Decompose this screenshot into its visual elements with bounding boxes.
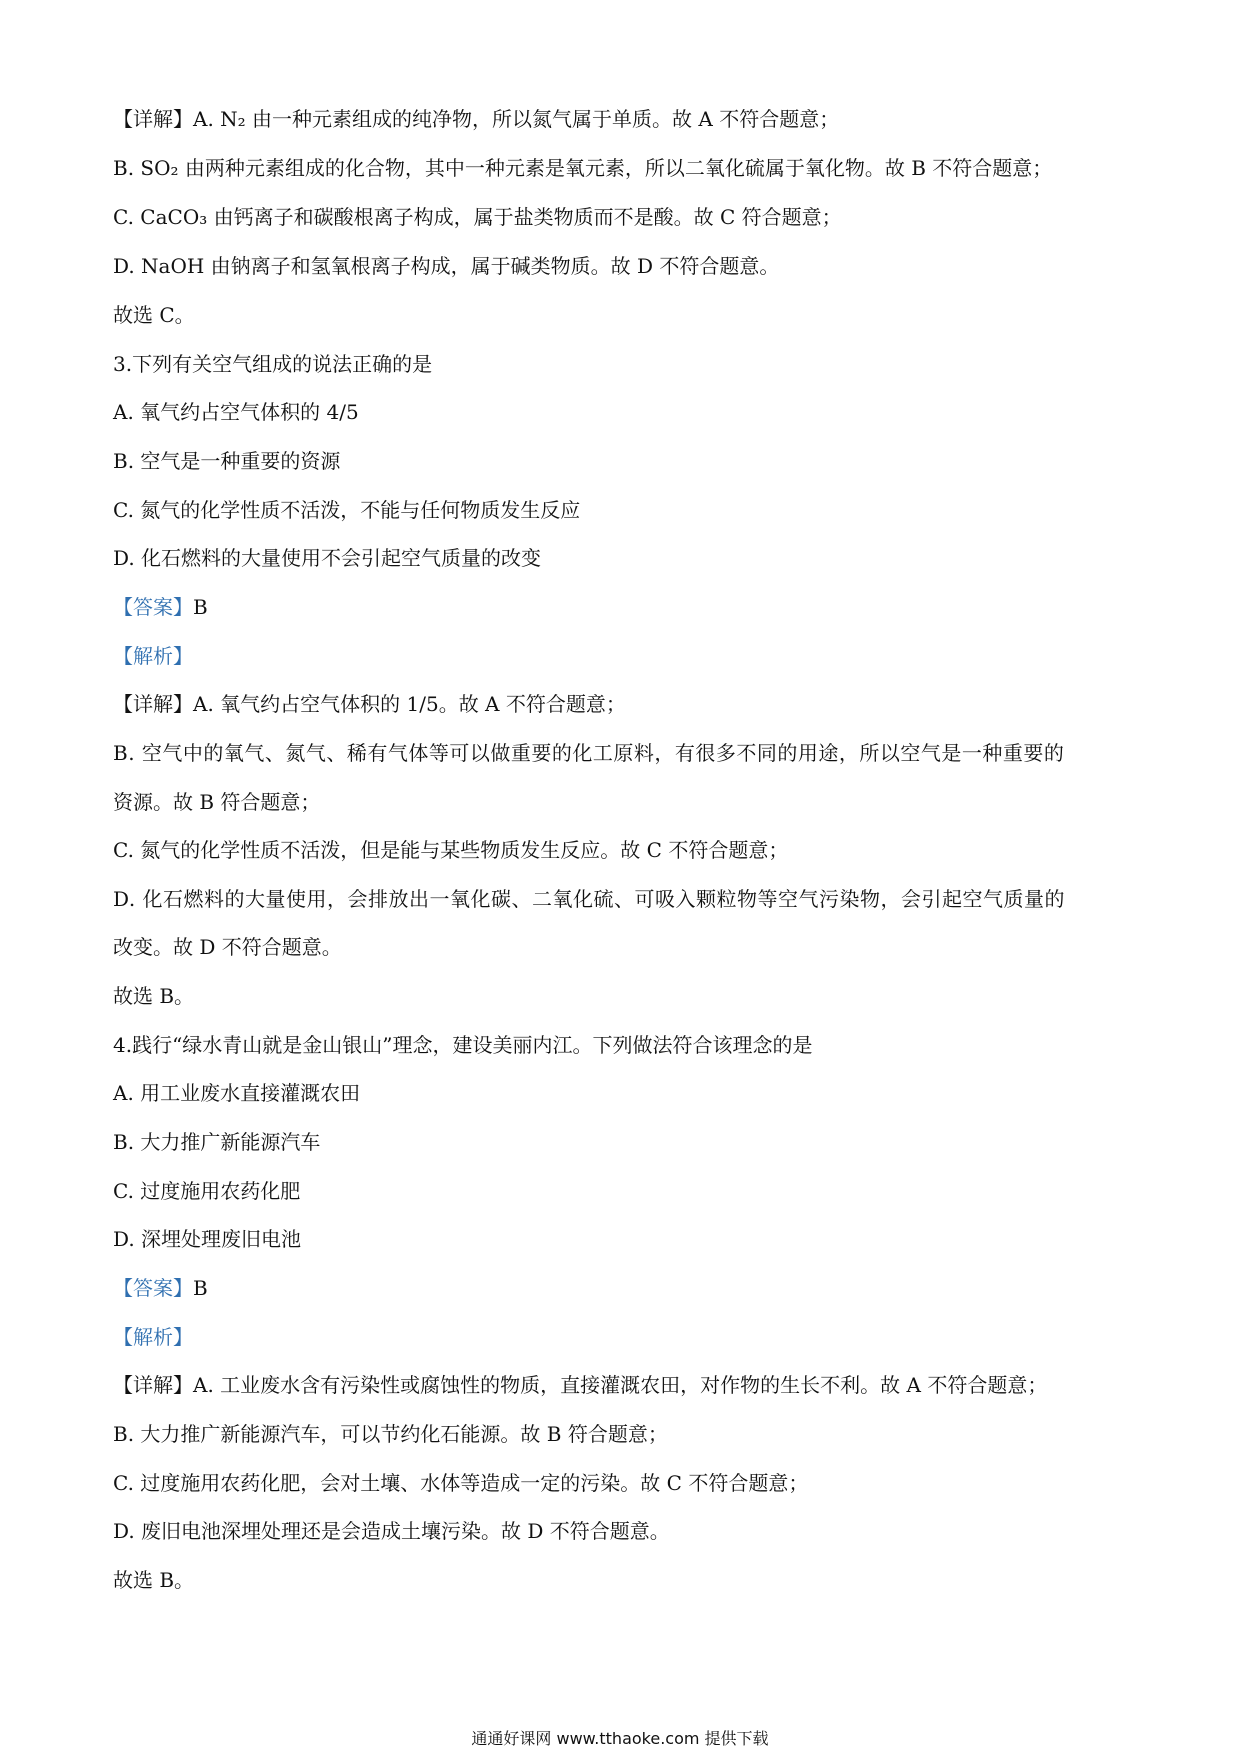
option-a: A. 用工业废水直接灌溉农田 — [113, 1081, 361, 1105]
text-line: B. SO₂ 由两种元素组成的化合物，其中一种元素是氧元素，所以二氧化硫属于氧化物。故 B 不符合题意； — [113, 156, 1053, 180]
text-line: B. 大力推广新能源汽车，可以节约化石能源。故 B 符合题意； — [113, 1422, 668, 1446]
option-a: A. 氧气约占空气体积的 4/5 — [113, 400, 359, 424]
page-footer: 通通好课网 www.tthaoke.com 提供下载 — [471, 1729, 769, 1748]
question-stem: 4.践行“绿水青山就是金山银山”理念，建设美丽内江。下列做法符合该理念的是 — [113, 1033, 813, 1057]
option-d: D. 化石燃料的大量使用不会引起空气质量的改变 — [113, 546, 542, 570]
text-line: 故选 B。 — [113, 1568, 195, 1592]
analysis-line — [113, 1322, 193, 1352]
text-line: 【详解】A. N₂ 由一种元素组成的纯净物，所以氮气属于单质。故 A 不符合题意； — [113, 107, 840, 131]
analysis-line — [113, 641, 193, 671]
option-c: C. 过度施用农药化肥 — [113, 1179, 301, 1203]
text-line: 资源。故 B 符合题意； — [113, 790, 321, 814]
question-stem: 3.下列有关空气组成的说法正确的是 — [113, 352, 433, 376]
text-line: C. CaCO₃ 由钙离子和碳酸根离子构成，属于盐类物质而不是酸。故 C 符合题意； — [113, 205, 842, 229]
text-line: B. 空气中的氧气、氮气、稀有气体等可以做重要的化工原料，有很多不同的用途，所以空气是一种重要的 — [113, 741, 1065, 765]
text-line: C. 氮气的化学性质不活泼，但是能与某些物质发生反应。故 C 不符合题意； — [113, 838, 789, 862]
text-line: D. NaOH 由钠离子和氢氧根离子构成，属于碱类物质。故 D 不符合题意。 — [113, 254, 780, 278]
text-line: 故选 C。 — [113, 303, 195, 327]
text-line: C. 过度施用农药化肥，会对土壤、水体等造成一定的污染。故 C 不符合题意； — [113, 1471, 809, 1495]
option-b: B. 大力推广新能源汽车 — [113, 1130, 321, 1154]
analysis-tag: 【解析】 — [113, 644, 193, 668]
answer-line: 【答案】B — [113, 1276, 208, 1300]
analysis-tag: 【解析】 — [113, 1325, 193, 1349]
text-line: D. 化石燃料的大量使用，会排放出一氧化碳、二氧化硫、可吸入颗粒物等空气污染物，会引起空气质量的 — [113, 887, 1066, 911]
option-b: B. 空气是一种重要的资源 — [113, 449, 341, 473]
answer-line: 【答案】B — [113, 595, 208, 619]
answer-tag: 【答案】 — [113, 1276, 193, 1300]
text-line: D. 废旧电池深埋处理还是会造成土壤污染。故 D 不符合题意。 — [113, 1519, 670, 1543]
answer-tag: 【答案】 — [113, 595, 193, 619]
text-line: 【详解】A. 工业废水含有污染性或腐蚀性的物质，直接灌溉农田，对作物的生长不利。故 A 不符合题意； — [113, 1373, 1048, 1397]
option-c: C. 氮气的化学性质不活泼，不能与任何物质发生反应 — [113, 498, 581, 522]
option-d: D. 深埋处理废旧电池 — [113, 1227, 302, 1251]
text-line: 【详解】A. 氧气约占空气体积的 1/5。故 A 不符合题意； — [113, 692, 626, 716]
text-line: 故选 B。 — [113, 984, 195, 1008]
text-line: 改变。故 D 不符合题意。 — [113, 935, 342, 959]
